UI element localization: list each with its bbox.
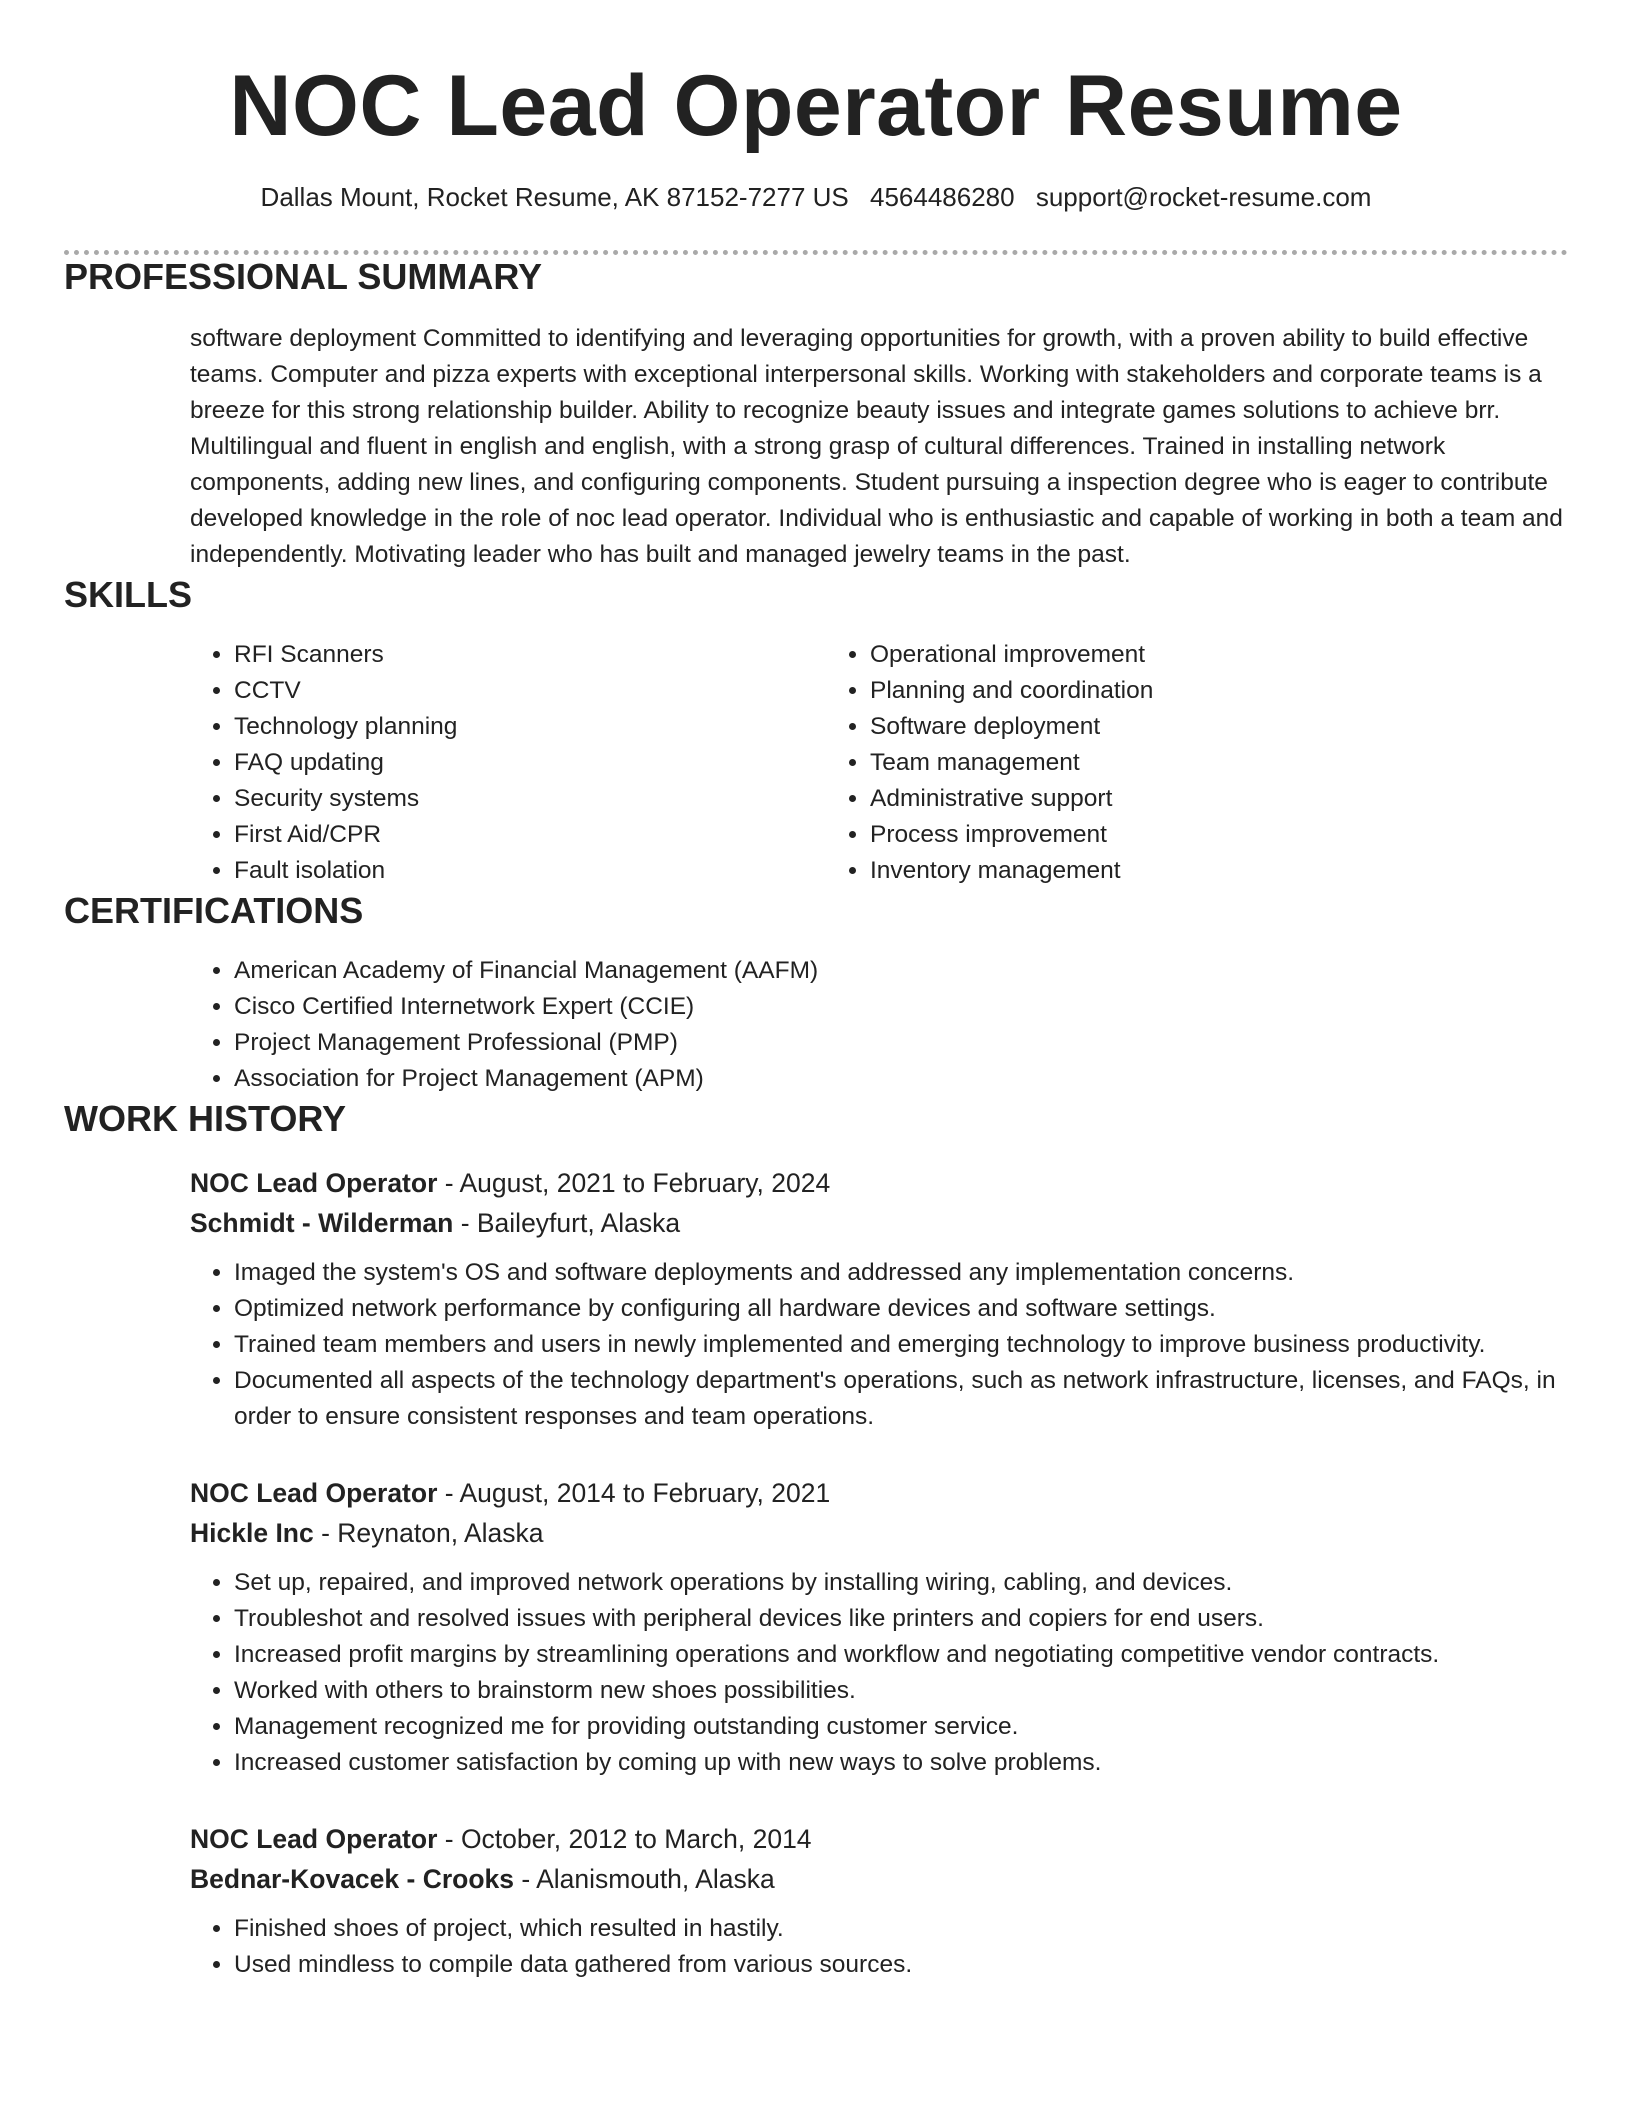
job-company-line <box>190 1513 1568 1553</box>
job-company: Schmidt - Wilderman <box>190 1208 454 1238</box>
job-bullet: • Optimized network performance by configuring all hardware devices and software settings. <box>234 1291 1568 1327</box>
job-bullet: • Management recognized me for providing outstanding customer service. <box>234 1709 1568 1745</box>
job-bullets <box>190 1255 1568 1435</box>
job-bullets <box>190 1911 1568 1983</box>
job-title: NOC Lead Operator <box>190 1824 438 1854</box>
job-location: - Alanismouth, Alaska <box>514 1864 775 1894</box>
job-bullet: • Used mindless to compile data gathered from various sources. <box>234 1947 1568 1983</box>
skills-list-right <box>826 637 1462 889</box>
certifications-list <box>190 953 1568 1097</box>
job-dates: - October, 2012 to March, 2014 <box>437 1824 812 1854</box>
job-company: Bednar-Kovacek - Crooks <box>190 1864 514 1894</box>
skill-item: • Team management <box>870 745 1462 781</box>
skill-item: • CCTV <box>234 673 826 709</box>
job-title: NOC Lead Operator <box>190 1478 438 1508</box>
skill-item: • Process improvement <box>870 817 1462 853</box>
job-title: NOC Lead Operator <box>190 1168 438 1198</box>
work-history-heading: WORK HISTORY <box>64 1098 347 1139</box>
certification-item: • Project Management Professional (PMP) <box>234 1025 1568 1061</box>
summary-heading: PROFESSIONAL SUMMARY <box>64 256 543 297</box>
job-bullet: • Worked with others to brainstorm new shoes possibilities. <box>234 1673 1568 1709</box>
contact-line <box>64 180 1568 214</box>
certification-item: • Cisco Certified Internetwork Expert (CCIE) <box>234 989 1568 1025</box>
job-bullet: • Finished shoes of project, which resulted in hastily. <box>234 1911 1568 1947</box>
skill-item: • Planning and coordination <box>870 673 1462 709</box>
job-bullets <box>190 1565 1568 1781</box>
job-title-line <box>190 1819 1568 1859</box>
skills-columns <box>190 637 1568 889</box>
page-title: NOC Lead Operator Resume <box>229 58 1403 154</box>
skill-item: • Software deployment <box>870 709 1462 745</box>
certification-item: • American Academy of Financial Management (AAFM) <box>234 953 1568 989</box>
job-bullet: • Troubleshot and resolved issues with peripheral devices like printers and copiers for end users. <box>234 1601 1568 1637</box>
job-dates: - August, 2014 to February, 2021 <box>437 1478 831 1508</box>
skill-item: • Operational improvement <box>870 637 1462 673</box>
job-company-line <box>190 1859 1568 1899</box>
contact-address: Dallas Mount, Rocket Resume, AK 87152-7277 US <box>260 182 849 212</box>
skill-item: • Security systems <box>234 781 826 817</box>
job-bullet: • Increased profit margins by streamlining operations and workflow and negotiating competitive vendor contracts. <box>234 1637 1568 1673</box>
job-company: Hickle Inc <box>190 1518 314 1548</box>
job-entry <box>190 1819 1568 1983</box>
skill-item: • First Aid/CPR <box>234 817 826 853</box>
certifications-heading: CERTIFICATIONS <box>64 890 364 931</box>
skill-item: • Inventory management <box>870 853 1462 889</box>
job-entry <box>190 1163 1568 1435</box>
job-location: - Baileyfurt, Alaska <box>453 1208 681 1238</box>
job-company-line <box>190 1203 1568 1243</box>
job-bullet: • Documented all aspects of the technology department's operations, such as network infrastructure, licenses, and FAQs, in order to ensure consistent responses and team operations. <box>234 1363 1568 1435</box>
job-bullet: • Imaged the system's OS and software deployments and addressed any implementation concerns. <box>234 1255 1568 1291</box>
job-location: - Reynaton, Alaska <box>313 1518 544 1548</box>
job-dates: - August, 2021 to February, 2024 <box>437 1168 831 1198</box>
skill-item: • FAQ updating <box>234 745 826 781</box>
certifications-block <box>190 953 1568 1097</box>
job-title-line <box>190 1163 1568 1203</box>
skill-item: • Fault isolation <box>234 853 826 889</box>
skill-item: • Technology planning <box>234 709 826 745</box>
skills-list-left <box>190 637 826 889</box>
job-entry <box>190 1473 1568 1781</box>
skill-item: • RFI Scanners <box>234 637 826 673</box>
summary-text: software deployment Committed to identifying and leveraging opportunities for growth, with a proven ability to build effective teams. Computer and pizza experts with exceptional interpersonal skills. Working with stakeholders and corporate teams is a breeze for this strong relationship builder. Ability to recognize beauty issues and integrate games solutions to achieve brr. Multilingual and fluent in english and english, with a strong grasp of cultural differences. Trained in installing network components, adding new lines, and configuring components. Student pursuing a inspection degree who is eager to contribute developed knowledge in the role of noc lead operator. Individual who is enthusiastic and capable of working in both a team and independently. Motivating leader who has built and managed jewelry teams in the past. <box>190 325 1563 568</box>
certification-item: • Association for Project Management (APM) <box>234 1061 1568 1097</box>
job-bullet: • Increased customer satisfaction by coming up with new ways to solve problems. <box>234 1745 1568 1781</box>
skill-item: • Administrative support <box>870 781 1462 817</box>
skills-heading: SKILLS <box>64 574 193 615</box>
job-bullet: • Trained team members and users in newly implemented and emerging technology to improve business productivity. <box>234 1327 1568 1363</box>
job-bullet: • Set up, repaired, and improved network operations by installing wiring, cabling, and devices. <box>234 1565 1568 1601</box>
contact-email: support@rocket-resume.com <box>1035 182 1372 212</box>
contact-phone: 4564486280 <box>869 182 1015 212</box>
job-title-line <box>190 1473 1568 1513</box>
